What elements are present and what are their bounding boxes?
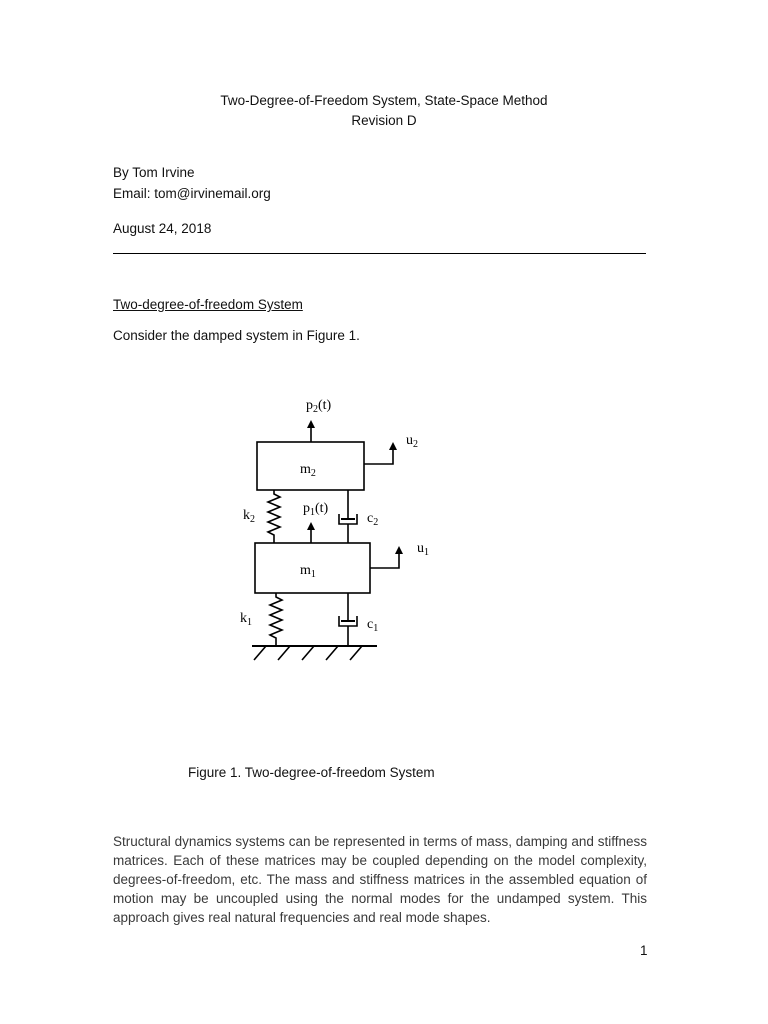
- intro-sentence: Consider the damped system in Figure 1.: [113, 328, 360, 343]
- m2-label: $m_2$: [300, 462, 316, 479]
- u2-label: $u_2$: [406, 433, 418, 450]
- spring-k2: [268, 490, 280, 543]
- k2-label: $k_2$: [243, 508, 255, 525]
- section-heading: Two-degree-of-freedom System: [113, 297, 303, 312]
- force-arrow-p1: [307, 522, 315, 543]
- displacement-arrow-u1: [370, 546, 403, 568]
- body-paragraph: Structural dynamics systems can be represented in terms of mass, damping and stiffness matrices. Each of these matrices may be coupled depending on the model complexity, degrees-of-freedom, etc. The mass and stiffness matrices in the assembled equation of motion may be uncoupled using the normal modes for the undamped system. This approach gives real natural frequencies and real mode shapes.: [113, 833, 647, 925]
- author-line: By Tom Irvine: [113, 165, 195, 180]
- email-line: Email: tom@irvinemail.org: [113, 186, 271, 201]
- mass-m1-block: [255, 543, 370, 593]
- damper-c2: [339, 490, 357, 543]
- displacement-arrow-u2: [364, 442, 397, 464]
- spring-k1: [270, 593, 282, 646]
- p2-label: $p_2(t)$: [306, 398, 332, 415]
- p1-label: $p_1(t)$: [303, 501, 329, 518]
- c1-label: $c_1$: [367, 617, 379, 634]
- u1-label: $u_1$: [417, 541, 429, 558]
- force-arrow-p2: [307, 420, 315, 442]
- k1-label: $k_1$: [240, 611, 252, 628]
- revision-label: Revision D: [351, 113, 417, 128]
- figure-caption: Figure 1. Two-degree-of-freedom System: [188, 765, 435, 780]
- c2-label: $c_2$: [367, 511, 379, 528]
- date-line: August 24, 2018: [113, 221, 212, 236]
- page-number: 1: [640, 943, 648, 958]
- m1-label: $m_1$: [300, 563, 316, 580]
- ground-hatching: [252, 646, 377, 660]
- horizontal-rule: [113, 253, 646, 254]
- document-title: Two-Degree-of-Freedom System, State-Space Method: [220, 93, 548, 108]
- damper-c1: [339, 593, 357, 646]
- two-dof-system-diagram: [230, 390, 460, 665]
